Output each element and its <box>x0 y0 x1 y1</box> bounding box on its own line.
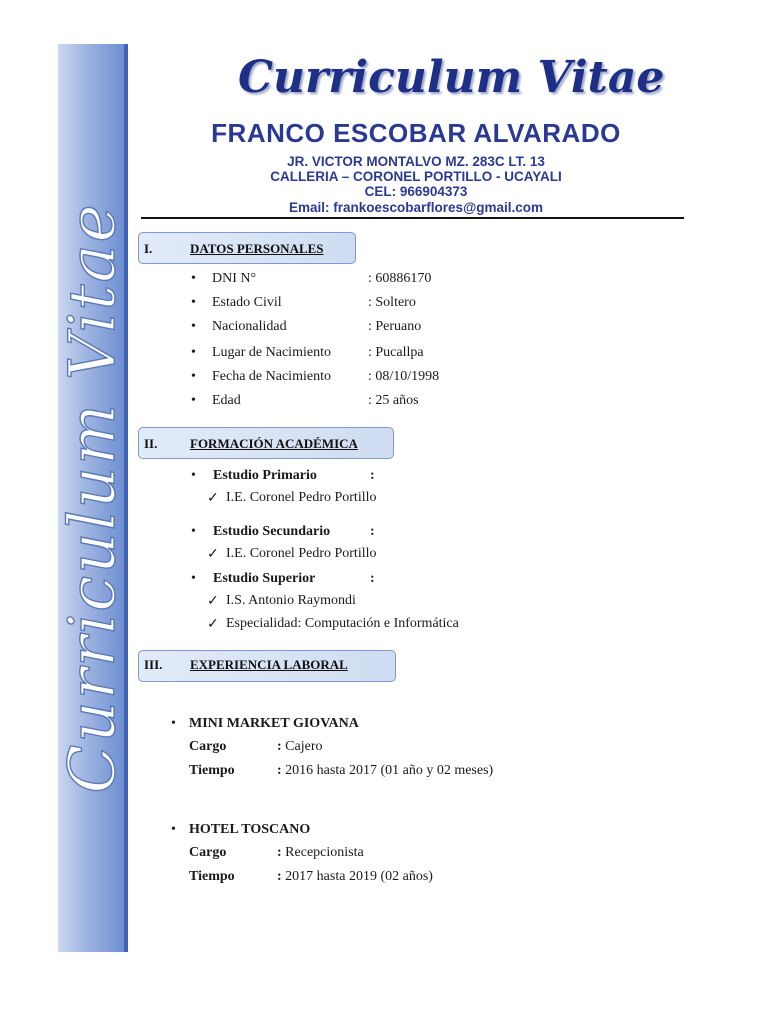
company-name: HOTEL TOSCANO <box>189 822 311 837</box>
study-level-colon: : <box>370 468 375 483</box>
email-address: Email: frankoescobarflores@gmail.com <box>289 200 543 215</box>
document-title: Curriculum Vitae <box>238 52 665 103</box>
field-label: Edad <box>212 393 241 408</box>
bullet-icon: • <box>191 393 196 408</box>
field-value: : Pucallpa <box>368 345 424 360</box>
field-value: : 08/10/1998 <box>368 369 440 384</box>
job-cargo: Recepcionista <box>285 845 364 860</box>
study-level-colon: : <box>370 571 375 586</box>
section-number: III. <box>144 657 163 672</box>
job-field-value: : Cajero <box>277 739 323 754</box>
study-level-label: Estudio Secundario <box>213 524 331 539</box>
company-name: MINI MARKET GIOVANA <box>189 716 359 731</box>
check-icon: ✓ <box>207 594 219 609</box>
study-item: I.E. Coronel Pedro Portillo <box>226 546 377 561</box>
bullet-icon: • <box>191 468 196 483</box>
study-item: I.S. Antonio Raymondi <box>226 593 356 608</box>
field-label: Lugar de Nacimiento <box>212 345 331 360</box>
bullet-icon: • <box>191 369 196 384</box>
field-label: Fecha de Nacimiento <box>212 369 331 384</box>
field-label: Estado Civil <box>212 295 282 310</box>
job-field-label: Cargo <box>189 845 227 860</box>
job-tiempo: 2016 hasta 2017 (01 año y 02 meses) <box>285 763 494 778</box>
phone-number: CEL: 966904373 <box>364 184 468 199</box>
job-tiempo: 2017 hasta 2019 (02 años) <box>285 869 433 884</box>
field-value: : 25 años <box>368 393 419 408</box>
candidate-name: FRANCO ESCOBAR ALVARADO <box>211 118 621 148</box>
header-divider <box>141 217 684 219</box>
bullet-icon: • <box>191 319 196 334</box>
bullet-icon: • <box>191 271 196 286</box>
check-icon: ✓ <box>207 547 219 562</box>
bullet-icon: • <box>171 716 176 731</box>
bullet-icon: • <box>171 822 176 837</box>
field-label: Nacionalidad <box>212 319 287 334</box>
study-level-colon: : <box>370 524 375 539</box>
bullet-icon: • <box>191 571 196 586</box>
bullet-icon: • <box>191 524 196 539</box>
section-title-personal: DATOS PERSONALES <box>190 241 324 256</box>
job-field-label: Cargo <box>189 739 227 754</box>
section-title-academic: FORMACIÓN ACADÉMICA <box>190 436 358 451</box>
job-field-label: Tiempo <box>189 869 235 884</box>
job-field-label: Tiempo <box>189 763 235 778</box>
job-field-value: : 2017 hasta 2019 (02 años) <box>277 869 433 884</box>
section-title-experience: EXPERIENCIA LABORAL <box>190 657 348 672</box>
study-item: Especialidad: Computación e Informática <box>226 616 459 631</box>
bullet-icon: • <box>191 295 196 310</box>
study-level-label: Estudio Primario <box>213 468 317 483</box>
field-label: DNI N° <box>212 271 257 286</box>
check-icon: ✓ <box>207 617 219 632</box>
bullet-icon: • <box>191 345 196 360</box>
job-cargo: Cajero <box>285 739 323 754</box>
field-value: : Peruano <box>368 319 422 334</box>
job-field-value: : Recepcionista <box>277 845 364 860</box>
address-line-1: JR. VICTOR MONTALVO MZ. 283C LT. 13 <box>287 154 545 169</box>
study-item: I.E. Coronel Pedro Portillo <box>226 490 377 505</box>
job-field-value: : 2016 hasta 2017 (01 año y 02 meses) <box>277 763 494 778</box>
address-line-2: CALLERIA – CORONEL PORTILLO - UCAYALI <box>270 169 562 184</box>
section-number: I. <box>144 241 153 256</box>
study-level-label: Estudio Superior <box>213 571 316 586</box>
field-value: : 60886170 <box>368 271 432 286</box>
section-number: II. <box>144 436 158 451</box>
check-icon: ✓ <box>207 491 219 506</box>
field-value: : Soltero <box>368 295 416 310</box>
